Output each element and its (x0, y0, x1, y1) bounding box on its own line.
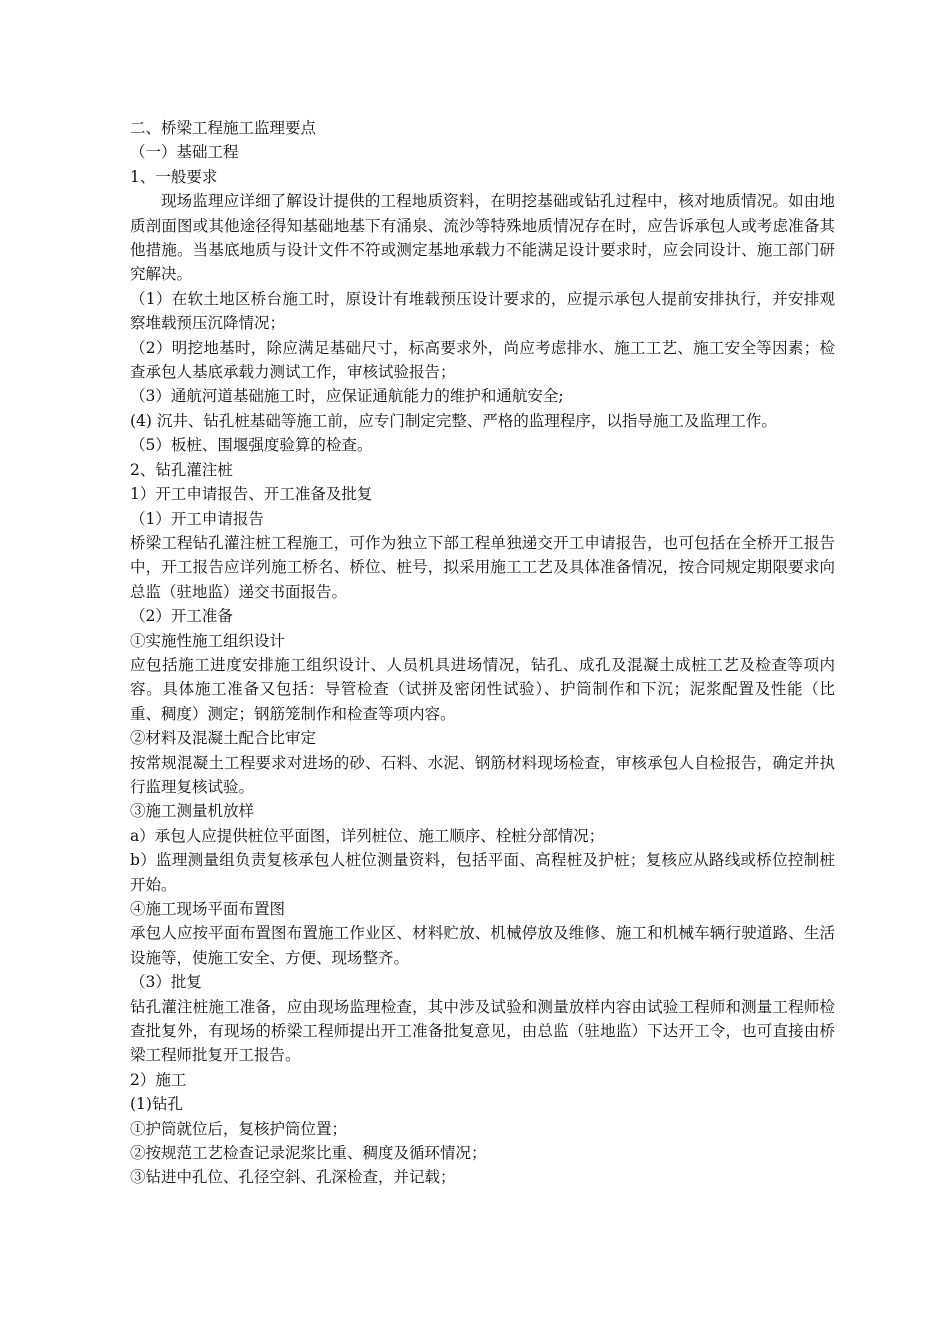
paragraph: ③施工测量机放样 (130, 802, 255, 821)
paragraph: ①护筒就位后，复核护筒位置； (130, 1119, 348, 1138)
paragraph: ②按规范工艺检查记录泥浆比重、稠度及循环情况； (130, 1144, 487, 1163)
paragraph: a）承包人应提供桩位平面图，详列桩位、施工顺序、栓桩分部情况； (130, 826, 605, 845)
paragraph: （2）开工准备 (130, 607, 233, 626)
paragraph: (4) 沉井、钻孔桩基础等施工前，应专门制定完整、严格的监理程序，以指导施工及监理工作。 (130, 411, 777, 430)
paragraph: （3）通航河道基础施工时，应保证通航能力的维护和通航安全; (130, 387, 564, 406)
paragraph: （1）开工申请报告 (130, 509, 264, 528)
paragraph: 2、钻孔灌注桩 (130, 460, 233, 479)
paragraph: 应包括施工进度安排施工组织设计、人员机具进场情况，钻孔、成孔及混凝土成桩工艺及检查等项内容。具体施工准备又包括：导管检查（试拼及密闭性试验）、护筒制作和下沉；泥浆配置及性能（比重、稠度）测定；钢筋笼制作和检查等项内容。 (130, 655, 835, 723)
document-body (130, 116, 835, 1190)
paragraph: 1、一般要求 (130, 167, 218, 186)
paragraph: 钻孔灌注桩施工准备，应由现场监理检查，其中涉及试验和测量放样内容由试验工程师和测量工程师检查批复外，有现场的桥梁工程师提出开工准备批复意见，由总监（驻地监）下达开工令，也可直接由桥梁工程师批复开工报告。 (130, 997, 835, 1065)
paragraph: ④施工现场平面布置图 (130, 900, 286, 918)
paragraph: （2）明挖地基时，除应满足基础尺寸，标高要求外，尚应考虑排水、施工工艺、施工安全等因素；检查承包人基底承载力测试工作，审核试验报告； (130, 338, 835, 382)
paragraph: （3）批复 (130, 973, 202, 992)
paragraph: （1）在软土地区桥台施工时，原设计有堆载预压设计要求的，应提示承包人提前安排执行，并安排观察堆载预压沉降情况； (130, 289, 835, 333)
paragraph: 1）开工申请报告、开工准备及批复 (130, 485, 373, 504)
paragraph: ②材料及混凝土配合比审定 (130, 729, 317, 748)
paragraph: b）监理测量组负责复核承包人桩位测量资料，包括平面、高程桩及护桩；复核应从路线或桥位控制桩开始。 (130, 851, 835, 894)
paragraph: 桥梁工程钻孔灌注桩工程施工，可作为独立下部工程单独递交开工申请报告，也可包括在全桥开工报告中，开工报告应详列施工桥名、桥位、桩号，拟采用施工工艺及具体准备情况，按合同规定期限要求向总监（驻地监）递交书面报告。 (130, 533, 835, 601)
paragraph: （一）基础工程 (130, 143, 239, 162)
paragraph: ③钻进中孔位、孔径空斜、孔深检查，并记载； (130, 1168, 456, 1187)
paragraph: 承包人应按平面布置图布置施工作业区、材料贮放、机械停放及维修、施工和机械车辆行驶道路、生活设施等，使施工安全、方便、现场整齐。 (130, 924, 835, 967)
paragraph: 2）施工 (130, 1070, 187, 1089)
paragraph: 现场监理应详细了解设计提供的工程地质资料，在明挖基础或钻孔过程中，核对地质情况。如由地质剖面图或其他途径得知基础地基下有涌泉、流沙等特殊地质情况存在时，应告诉承包人或考虑准备其他措施。当基底地质与设计文件不符或测定基地承载力不能满足设计要求时，应会同设计、施工部门研究解决。 (130, 192, 835, 284)
paragraph: 二、桥梁工程施工监理要点 (130, 119, 317, 137)
paragraph: ①实施性施工组织设计 (130, 631, 286, 650)
paragraph: （5）板桩、围堰强度验算的检查。 (130, 436, 373, 455)
paragraph: 按常规混凝土工程要求对进场的砂、石料、水泥、钢筋材料现场检查，审核承包人自检报告，确定并执行监理复核试验。 (130, 753, 835, 796)
paragraph: (1)钻孔 (130, 1095, 183, 1114)
